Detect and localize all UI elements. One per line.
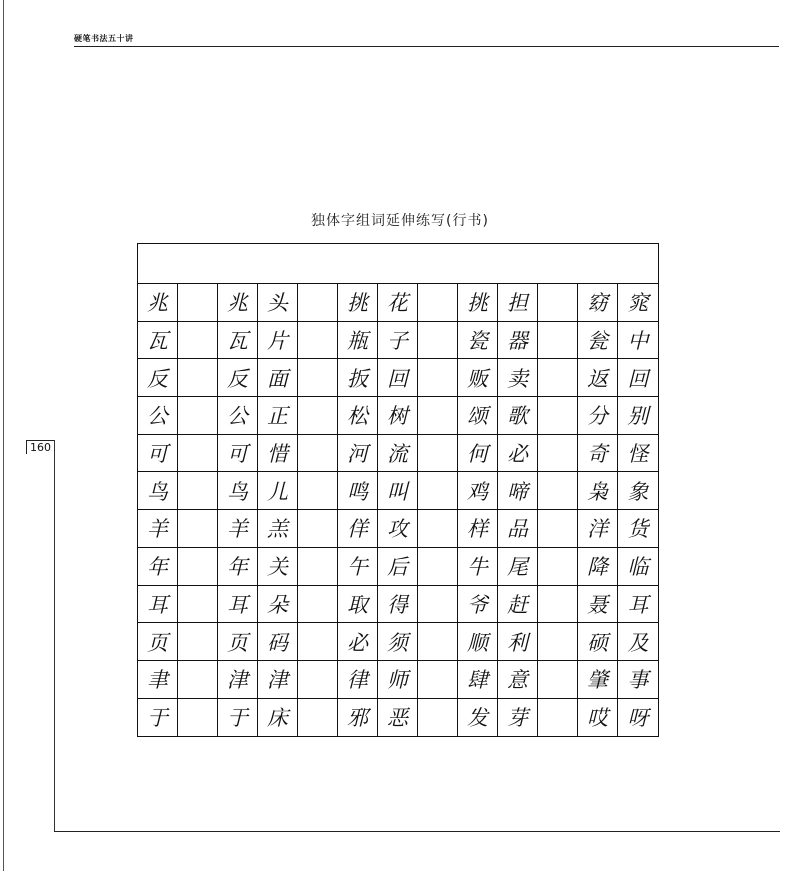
practice-cell: 降	[578, 548, 618, 585]
practice-cell-empty	[418, 472, 458, 509]
page-number: 160	[26, 440, 54, 454]
exercise-title: 独体字组词延伸练写(行书)	[311, 213, 489, 229]
practice-cell: 羔	[258, 510, 298, 547]
practice-cell-empty	[298, 586, 338, 623]
practice-cell-empty	[418, 510, 458, 547]
practice-cell: 利	[498, 623, 538, 660]
practice-cell-empty	[418, 397, 458, 434]
margin-line	[54, 440, 55, 832]
grid-row	[138, 359, 658, 397]
practice-cell: 肇	[578, 661, 618, 698]
practice-cell-empty	[298, 699, 338, 737]
practice-cell: 爷	[458, 586, 498, 623]
grid-row	[138, 435, 658, 473]
practice-cell: 挑	[458, 284, 498, 321]
practice-cell: 瓶	[338, 322, 378, 359]
practice-cell-empty	[418, 623, 458, 660]
practice-cell: 怪	[627, 442, 649, 467]
practice-cell-empty	[538, 397, 578, 434]
practice-cell-empty	[538, 699, 578, 737]
practice-cell-empty	[418, 322, 458, 359]
grid-row	[138, 661, 658, 699]
practice-cell: 何	[458, 435, 498, 472]
practice-cell: 返	[578, 359, 618, 396]
practice-cell: 鸟	[138, 472, 178, 509]
practice-cell: 页	[138, 623, 178, 660]
practice-cell-empty	[418, 661, 458, 698]
practice-cell: 兆	[218, 284, 258, 321]
practice-cell: 卖	[498, 359, 538, 396]
practice-cell: 别	[627, 404, 649, 429]
practice-cell: 窈	[578, 284, 618, 321]
practice-cell: 颂	[458, 397, 498, 434]
practice-cell-empty	[298, 322, 338, 359]
practice-cell: 耳	[627, 592, 649, 617]
footer-rule	[54, 831, 780, 832]
practice-cell: 扳	[338, 359, 378, 396]
practice-cell: 子	[378, 322, 418, 359]
practice-cell: 回	[627, 366, 649, 391]
practice-cell: 洋	[578, 510, 618, 547]
practice-cell-empty	[538, 472, 578, 509]
practice-cell-empty	[178, 586, 218, 623]
practice-cell: 鸟	[218, 472, 258, 509]
practice-cell-empty	[538, 284, 578, 321]
practice-cell: 关	[258, 548, 298, 585]
practice-cell-empty	[538, 359, 578, 396]
practice-cell: 尾	[498, 548, 538, 585]
practice-cell: 午	[338, 548, 378, 585]
practice-cell: 邪	[338, 699, 378, 737]
practice-cell: 中	[627, 329, 649, 354]
practice-cell-empty	[418, 284, 458, 321]
practice-cell: 可	[138, 435, 178, 472]
practice-cell: 器	[498, 322, 538, 359]
practice-cell: 歌	[498, 397, 538, 434]
practice-cell-empty	[178, 699, 218, 737]
running-head: 硬笔书法五十讲	[74, 34, 134, 43]
practice-cell: 可	[218, 435, 258, 472]
practice-cell: 年	[138, 548, 178, 585]
practice-cell-empty	[178, 548, 218, 585]
practice-cell: 挑	[338, 284, 378, 321]
practice-cell-empty	[178, 510, 218, 547]
practice-cell: 及	[627, 630, 649, 655]
practice-cell: 于	[138, 699, 178, 737]
practice-cell: 叫	[378, 472, 418, 509]
practice-cell: 耳	[218, 586, 258, 623]
practice-cell: 品	[498, 510, 538, 547]
practice-cell-empty	[298, 623, 338, 660]
practice-cell: 啼	[498, 472, 538, 509]
practice-cell: 牛	[458, 548, 498, 585]
practice-cell: 赶	[498, 586, 538, 623]
practice-cell: 律	[338, 661, 378, 698]
practice-cell: 临	[627, 555, 649, 580]
practice-cell: 攻	[378, 510, 418, 547]
practice-cell: 面	[258, 359, 298, 396]
practice-cell: 公	[218, 397, 258, 434]
practice-cell-empty	[418, 699, 458, 737]
practice-cell: 肆	[458, 661, 498, 698]
practice-cell: 窕	[627, 291, 649, 316]
practice-cell: 年	[218, 548, 258, 585]
practice-cell: 枭	[578, 472, 618, 509]
practice-cell-empty	[298, 510, 338, 547]
practice-cell: 象	[627, 479, 649, 504]
practice-cell: 取	[338, 586, 378, 623]
practice-cell: 佯	[338, 510, 378, 547]
practice-cell-empty	[178, 435, 218, 472]
practice-cell-empty	[538, 322, 578, 359]
practice-cell: 瓮	[578, 322, 618, 359]
grid-row	[138, 284, 658, 322]
practice-cell: 头	[258, 284, 298, 321]
practice-cell-empty	[298, 359, 338, 396]
practice-cell-empty	[298, 661, 338, 698]
grid-row	[138, 623, 658, 661]
practice-cell: 聂	[578, 586, 618, 623]
practice-cell-empty	[538, 510, 578, 547]
practice-cell: 必	[498, 435, 538, 472]
grid-row	[138, 322, 658, 360]
practice-cell-empty	[538, 586, 578, 623]
practice-cell: 恶	[378, 699, 418, 737]
practice-cell: 瓷	[458, 322, 498, 359]
practice-cell: 硕	[578, 623, 618, 660]
practice-cell-empty	[178, 661, 218, 698]
practice-cell: 哎	[578, 699, 618, 737]
practice-cell: 样	[458, 510, 498, 547]
practice-cell: 鸣	[338, 472, 378, 509]
practice-cell: 朵	[258, 586, 298, 623]
practice-cell: 津	[218, 661, 258, 698]
practice-cell: 须	[378, 623, 418, 660]
practice-cell: 发	[458, 699, 498, 737]
grid-row	[138, 586, 658, 624]
practice-cell: 事	[627, 668, 649, 693]
practice-cell: 担	[498, 284, 538, 321]
practice-cell-empty	[538, 661, 578, 698]
practice-cell: 羊	[138, 510, 178, 547]
practice-cell-empty	[538, 435, 578, 472]
practice-cell: 花	[378, 284, 418, 321]
practice-cell: 芽	[498, 699, 538, 737]
practice-cell: 兆	[138, 284, 178, 321]
practice-cell: 奇	[578, 435, 618, 472]
practice-cell: 树	[378, 397, 418, 434]
practice-cell: 聿	[138, 661, 178, 698]
grid-row	[138, 548, 658, 586]
grid-row	[138, 699, 658, 737]
practice-cell: 河	[338, 435, 378, 472]
practice-cell: 师	[378, 661, 418, 698]
practice-cell: 意	[498, 661, 538, 698]
practice-cell-empty	[418, 435, 458, 472]
practice-cell: 瓦	[218, 322, 258, 359]
practice-cell: 反	[218, 359, 258, 396]
practice-cell-empty	[178, 284, 218, 321]
practice-cell: 正	[258, 397, 298, 434]
practice-cell-empty	[418, 359, 458, 396]
practice-cell-empty	[298, 397, 338, 434]
grid-header-band	[138, 244, 658, 284]
practice-cell: 床	[258, 699, 298, 737]
practice-cell-empty	[298, 472, 338, 509]
grid-row	[138, 397, 658, 435]
practice-cell: 顺	[458, 623, 498, 660]
practice-grid	[137, 243, 659, 737]
practice-cell-empty	[298, 284, 338, 321]
practice-cell: 页	[218, 623, 258, 660]
practice-cell: 片	[258, 322, 298, 359]
page-left-border	[3, 0, 4, 871]
practice-cell: 松	[338, 397, 378, 434]
practice-cell: 必	[338, 623, 378, 660]
practice-cell: 贩	[458, 359, 498, 396]
practice-cell-empty	[418, 548, 458, 585]
practice-cell: 呀	[627, 706, 649, 731]
practice-cell-empty	[538, 623, 578, 660]
practice-cell-empty	[418, 586, 458, 623]
practice-cell: 津	[258, 661, 298, 698]
grid-row	[138, 472, 658, 510]
practice-cell-empty	[178, 472, 218, 509]
practice-cell: 惜	[258, 435, 298, 472]
practice-cell: 耳	[138, 586, 178, 623]
practice-cell-empty	[178, 397, 218, 434]
practice-cell: 反	[138, 359, 178, 396]
practice-cell: 码	[258, 623, 298, 660]
practice-cell: 货	[627, 517, 649, 542]
practice-cell-empty	[298, 548, 338, 585]
practice-cell-empty	[538, 548, 578, 585]
practice-cell: 鸡	[458, 472, 498, 509]
practice-cell: 分	[578, 397, 618, 434]
practice-cell-empty	[178, 623, 218, 660]
practice-cell: 后	[378, 548, 418, 585]
practice-cell: 于	[218, 699, 258, 737]
practice-cell: 得	[378, 586, 418, 623]
practice-cell-empty	[178, 322, 218, 359]
practice-cell: 公	[138, 397, 178, 434]
practice-cell: 瓦	[138, 322, 178, 359]
grid-row	[138, 510, 658, 548]
practice-cell-empty	[178, 359, 218, 396]
practice-cell: 流	[378, 435, 418, 472]
header-rule	[74, 46, 779, 47]
practice-cell-empty	[298, 435, 338, 472]
practice-cell: 儿	[258, 472, 298, 509]
practice-cell: 羊	[218, 510, 258, 547]
practice-cell: 回	[378, 359, 418, 396]
